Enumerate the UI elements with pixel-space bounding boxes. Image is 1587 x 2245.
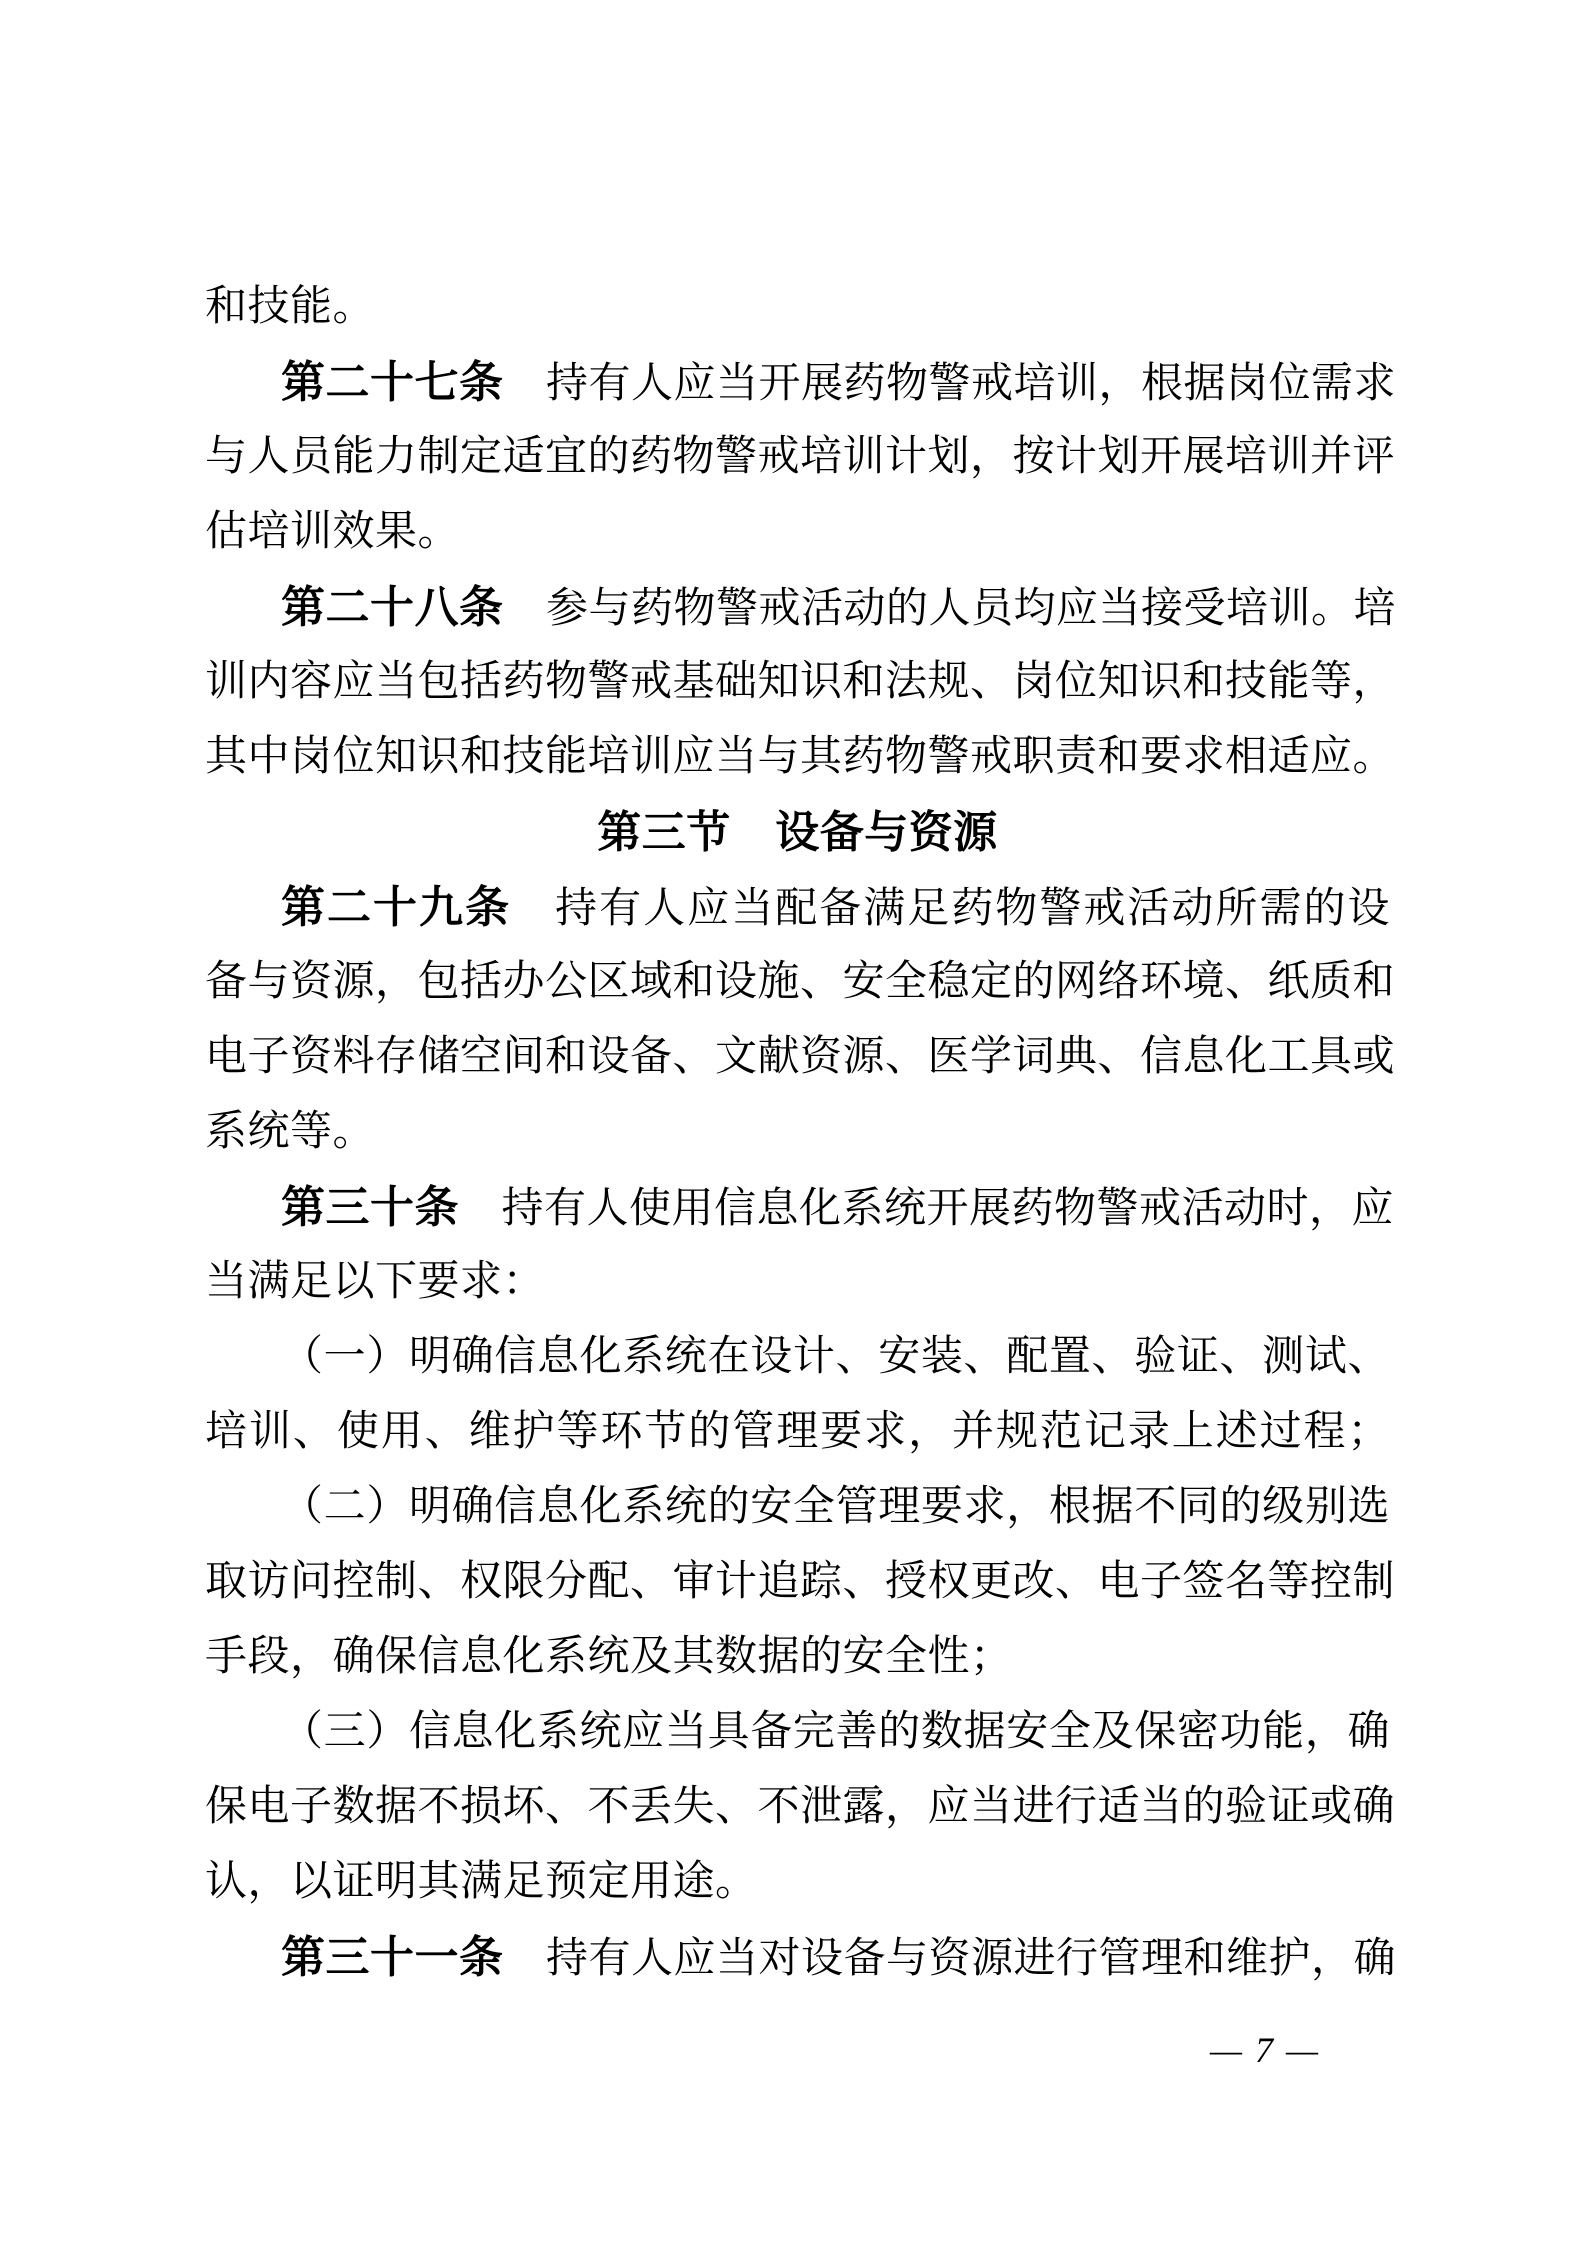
line-text: 和技能。 (205, 284, 376, 330)
line-text: 培训、使用、维护等环节的管理要求，并规范记录上述过程； (205, 1409, 1390, 1455)
line-text: 与人员能力制定适宜的药物警戒培训计划，按计划开展培训并评 (205, 434, 1396, 480)
text-line (205, 570, 1397, 645)
line-text: 系统等。 (205, 1109, 376, 1155)
text-line (205, 1095, 1390, 1170)
text-line (205, 1620, 1390, 1695)
text-block (205, 270, 1397, 1995)
line-text: 持有人应当开展药物警戒培训，根据岗位需求 (546, 361, 1397, 407)
text-line (205, 870, 1390, 945)
line-text: 训内容应当包括药物警戒基础知识和法规、岗位知识和技能等， (205, 659, 1396, 705)
article-number: 第三十一条 (281, 1933, 504, 1982)
article-number: 第二十七条 (281, 358, 504, 407)
line-text: 认，以证明其满足预定用途。 (205, 1859, 758, 1905)
line-text: 电子资料存储空间和设备、文献资源、医学词典、信息化工具或 (205, 1034, 1396, 1080)
section-heading (205, 795, 1390, 870)
text-line (205, 495, 1390, 570)
line-text: （三）信息化系统应当具备完善的数据安全及保密功能，确 (281, 1709, 1390, 1755)
text-line (205, 645, 1396, 720)
text-line (205, 1320, 1390, 1395)
line-text: （二）明确信息化系统的安全管理要求，根据不同的级别选 (281, 1484, 1390, 1530)
line-text: 持有人使用信息化系统开展药物警戒活动时，应 (501, 1186, 1395, 1232)
line-text: （一）明确信息化系统在设计、安装、配置、验证、测试、 (281, 1334, 1390, 1380)
text-line (205, 1770, 1396, 1845)
text-line (205, 1245, 1390, 1320)
text-line (205, 1395, 1390, 1470)
line-text: 备与资源，包括办公区域和设施、安全稳定的网络环境、纸质和 (205, 959, 1396, 1005)
article-number: 第二十八条 (281, 583, 504, 632)
line-text: 保电子数据不损坏、不丢失、不泄露，应当进行适当的验证或确 (205, 1784, 1396, 1830)
text-line (205, 345, 1397, 420)
line-text: 参与药物警戒活动的人员均应当接受培训。培 (546, 586, 1397, 632)
text-line (205, 945, 1396, 1020)
text-line (205, 720, 1396, 795)
article-number: 第三十条 (281, 1183, 459, 1232)
text-line (205, 1470, 1390, 1545)
text-line (205, 1845, 1390, 1920)
line-text: 其中岗位知识和技能培训应当与其药物警戒职责和要求相适应。 (205, 734, 1396, 780)
line-text: 持有人应当配备满足药物警戒活动所需的设 (555, 886, 1390, 932)
line-text: 当满足以下要求： (205, 1259, 546, 1305)
line-text: 取访问控制、权限分配、审计追踪、授权更改、电子签名等控制 (205, 1559, 1396, 1605)
text-line (205, 270, 1390, 345)
text-line (205, 1545, 1396, 1620)
line-text: 手段，确保信息化系统及其数据的安全性； (205, 1634, 1013, 1680)
line-text: 第三节 设备与资源 (597, 808, 998, 857)
text-line (205, 1695, 1390, 1770)
text-line (205, 1020, 1396, 1095)
line-text: 持有人应当对设备与资源进行管理和维护，确 (546, 1936, 1397, 1982)
text-line (205, 1170, 1395, 1245)
text-line (205, 1920, 1397, 1995)
article-number: 第二十九条 (281, 883, 512, 932)
page-number: — 7 — (1210, 2030, 1321, 2070)
text-line (205, 420, 1396, 495)
line-text: 估培训效果。 (205, 509, 461, 555)
